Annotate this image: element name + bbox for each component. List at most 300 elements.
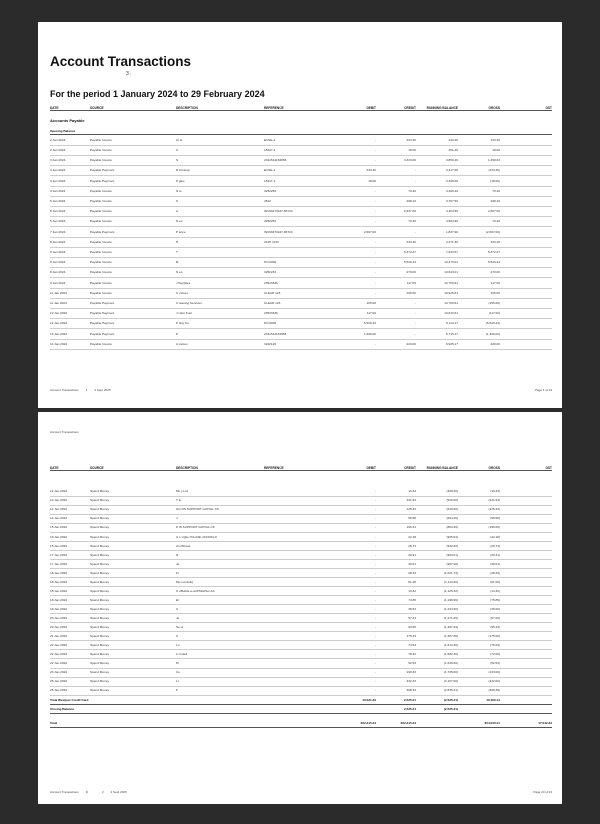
cell-running-balance: 3,767.50 xyxy=(445,199,458,204)
table-row xyxy=(50,135,552,146)
column-header-debit: DEBIT xyxy=(366,466,376,470)
cell-debit: - xyxy=(374,570,376,575)
cell-reference: PO-0081 xyxy=(264,321,277,326)
cell-gross: (433.40) xyxy=(488,168,500,173)
cell-credit: 433.40 xyxy=(406,137,416,142)
cell-source: Payable Invoice xyxy=(90,199,112,204)
table-row xyxy=(50,278,552,289)
cell-credit: 13.32 xyxy=(408,588,416,593)
cell-debit: - xyxy=(374,148,376,153)
footer-separator: D xyxy=(85,790,88,794)
cell-credit: 70.40 xyxy=(408,188,416,193)
table-row xyxy=(50,339,552,350)
cell-date: 12 Jan 2024 xyxy=(50,489,68,494)
cell-gross: 5,372.27 xyxy=(487,250,500,255)
cell-debit: - xyxy=(374,552,376,557)
cell-date: Total xyxy=(50,721,58,726)
cell-running-balance: (1,198.96) xyxy=(443,597,458,602)
cell-credit: 125.33 xyxy=(406,507,416,512)
cell-reference: 4512 xyxy=(264,199,271,204)
cell-credit: 58.58 xyxy=(408,516,416,521)
cell-source: Spend Money xyxy=(90,670,110,675)
column-header-gst: GST xyxy=(545,106,552,110)
table-row xyxy=(50,206,552,217)
cell-running-balance: (932.02) xyxy=(446,543,458,548)
cell-date: 8 Jan 2024 xyxy=(50,260,66,265)
cell-gross: 433.40 xyxy=(490,137,500,142)
cell-debit: - xyxy=(374,561,376,566)
cell-gross: (165.00) xyxy=(488,301,500,306)
cell-debit: - xyxy=(374,158,376,163)
cell-date: Total Westpac Credit Card xyxy=(50,698,89,703)
total-row xyxy=(50,705,552,714)
cell-running-balance: (1,636.00) xyxy=(443,661,458,666)
cell-gross: (52.53) xyxy=(490,661,500,666)
cell-gross: (368.39) xyxy=(488,688,500,693)
cell-running-balance: 451.46 xyxy=(448,148,458,153)
cell-credit: 432.33 xyxy=(406,679,416,684)
cell-date: 18 Jan 2024 xyxy=(50,579,68,584)
cell-debit: 5,529.44 xyxy=(363,321,376,326)
cell-debit: - xyxy=(374,137,376,142)
cell-date: 12 Jan 2024 xyxy=(50,321,68,326)
cell-description: C nvices xyxy=(176,290,188,295)
cell-debit: - xyxy=(374,239,376,244)
column-header-running-balance: RUNNING BALANCE xyxy=(426,466,458,470)
cell-running-balance: (2,167.00) xyxy=(443,679,458,684)
cell-running-balance: (1,113.00) xyxy=(444,579,458,584)
cell-gross: (16.33) xyxy=(490,489,500,494)
table-row xyxy=(50,298,552,309)
column-header-description: DESCRIPTION xyxy=(176,466,198,470)
cell-gross: (20.31) xyxy=(490,552,500,557)
cell-gross: (28.33) xyxy=(490,570,500,575)
cell-debit: - xyxy=(374,290,376,295)
cell-debit: - xyxy=(374,679,376,684)
cell-description: El xyxy=(176,597,179,602)
cell-credit: 35.53 xyxy=(408,606,416,611)
cell-debit: 302,215.34 xyxy=(360,721,376,726)
cell-source: Spend Money xyxy=(90,507,110,512)
footer-page-number: Page 23 of 23 xyxy=(533,790,552,794)
cell-debit: 18.06 xyxy=(368,178,376,183)
footer-date: 4 Sept 2025 xyxy=(110,790,127,794)
cell-description: C xyxy=(176,148,179,153)
cell-debit: - xyxy=(374,670,376,675)
cell-gross: (22.18) xyxy=(490,534,500,539)
cell-gross: 2,667.00 xyxy=(487,209,500,214)
cell-source: Payable Payment xyxy=(90,168,115,173)
cell-credit: - xyxy=(414,178,416,183)
cell-reference: 3252252 xyxy=(264,219,277,224)
page-footer xyxy=(50,388,552,392)
cell-description: H xyxy=(176,239,179,244)
table-row xyxy=(50,257,552,268)
cell-source: Payable Invoice xyxy=(90,137,112,142)
cell-description: U xyxy=(176,606,179,611)
cell-gross: (18.06) xyxy=(490,178,500,183)
cell-running-balance: 4,404.50 xyxy=(445,209,458,214)
cell-gross: 117.00 xyxy=(490,280,500,285)
cell-gross: (13.32) xyxy=(490,588,500,593)
cell-gross: (125.33) xyxy=(488,507,500,512)
cell-debit: - xyxy=(374,498,376,503)
cell-running-balance: (640.00) xyxy=(446,507,458,512)
cell-running-balance: 13,925.61 xyxy=(444,290,458,295)
cell-source: Payable Invoice xyxy=(90,209,112,214)
cell-debit: - xyxy=(374,507,376,512)
cell-reference: 2125 | 933 xyxy=(264,239,279,244)
cell-credit: 2,637.00 xyxy=(403,209,416,214)
cell-description: B xyxy=(176,260,179,265)
footer-title: Account Transactions xyxy=(50,790,79,794)
cell-source: Payable Payment xyxy=(90,321,115,326)
total-row xyxy=(50,696,552,705)
cell-source: Payable Invoice xyxy=(90,280,112,285)
table-row xyxy=(50,268,552,279)
cell-description: Li rinted xyxy=(176,652,188,657)
cell-credit: - xyxy=(414,331,416,336)
cell-credit: 270.00 xyxy=(406,270,416,275)
cell-gross: 165.00 xyxy=(490,290,500,295)
column-header-gst: GST xyxy=(545,466,552,470)
cell-date: 13 Jan 2024 xyxy=(50,331,68,336)
table-row xyxy=(50,217,552,228)
cell-credit: 368.33 xyxy=(406,688,416,693)
cell-running-balance: 7,643.57 xyxy=(445,250,458,255)
cell-credit: 2,535.21 xyxy=(403,698,416,703)
cell-description: U xyxy=(176,634,179,639)
cell-reference: CLEAR 123 xyxy=(264,301,281,306)
cell-running-balance: 13,643.61 xyxy=(444,311,458,316)
footer-separator: 3 xyxy=(101,790,104,794)
cell-debit: - xyxy=(374,652,376,657)
cell-source: Spend Money xyxy=(90,570,110,575)
cell-source: Payable Invoice xyxy=(90,239,112,244)
cell-description: Mc y Ltd xyxy=(176,489,188,494)
table-row xyxy=(50,155,552,166)
cell-gross: (117.00) xyxy=(488,311,500,316)
cell-credit: 198.33 xyxy=(406,670,416,675)
cell-description: U uBuilds.a.ou/PhilsPlus.KA xyxy=(176,588,215,593)
cell-debit: - xyxy=(374,489,376,494)
cell-debit: - xyxy=(374,634,376,639)
cell-gross: (2,667.00) xyxy=(485,229,500,234)
cell-date: 2 Jan 2024 xyxy=(50,148,66,153)
cell-debit: - xyxy=(374,588,376,593)
cell-description: P xyxy=(176,331,179,336)
cell-reference: ECSE-1 xyxy=(264,168,276,173)
cell-date: 25 Jan 2024 xyxy=(50,679,68,684)
cell-gst: 17,042.33 xyxy=(538,721,552,726)
cell-gross: 1,399.03 xyxy=(487,158,500,163)
cell-source: Spend Money xyxy=(90,661,110,666)
cell-date: 18 Jan 2024 xyxy=(50,588,68,593)
cell-description: M xyxy=(176,661,179,666)
column-header-date: DATE xyxy=(50,106,59,110)
column-header-running-balance: RUNNING BALANCE xyxy=(426,106,458,110)
cell-gross: (75.85) xyxy=(490,597,500,602)
cell-credit: - xyxy=(414,321,416,326)
table-row xyxy=(50,227,552,238)
cell-source: Spend Money xyxy=(90,597,110,602)
cell-credit: 52.53 xyxy=(408,661,416,666)
cell-description: Lo xyxy=(176,643,180,648)
cell-gross: (58.58) xyxy=(490,516,500,521)
footer-separator: 1 xyxy=(85,388,88,392)
cell-description: J xyxy=(176,516,178,521)
cell-credit: 433.40 xyxy=(406,239,416,244)
cell-source: Payable Payment xyxy=(90,311,115,316)
cell-credit: 93.55 xyxy=(408,625,416,630)
cell-source: Spend Money xyxy=(90,489,110,494)
cell-gross: 220.00 xyxy=(490,341,500,346)
cell-reference: PO-0081 xyxy=(264,260,277,265)
cell-date: 8 Jan 2024 xyxy=(50,270,66,275)
cell-date: 8 Jan 2024 xyxy=(50,250,66,255)
cell-source: Spend Money xyxy=(90,498,110,503)
cell-source: Spend Money xyxy=(90,643,110,648)
cell-gross: (75.64) xyxy=(490,643,500,648)
column-header-gross: GROSS xyxy=(488,466,500,470)
cell-running-balance: 6,935.17 xyxy=(445,341,458,346)
cell-debit: - xyxy=(374,661,376,666)
cell-credit: 74.53 xyxy=(408,643,416,648)
cell-description: U L.Uglie.Hd.ebbb-2b1000.LK xyxy=(176,534,218,539)
table-row xyxy=(50,176,552,187)
cell-description: P ting Co xyxy=(176,321,189,326)
cell-running-balance: 6,715.17 xyxy=(445,331,458,336)
cell-gross: (432.00) xyxy=(488,679,500,684)
cell-gross: (175.00) xyxy=(488,634,500,639)
column-header-gross: GROSS xyxy=(488,106,500,110)
cell-description: S xyxy=(176,158,179,163)
cell-gross: (196.00) xyxy=(488,525,500,530)
cell-running-balance: (905.04) xyxy=(446,534,458,539)
cell-reference: 3252252 xyxy=(264,188,277,193)
cell-running-balance: (2,535.21) xyxy=(443,698,458,703)
cell-description: T le xyxy=(176,498,182,503)
cell-description: C leaning Services xyxy=(176,301,202,306)
organisation-name: 3. xyxy=(126,71,133,77)
cell-date: 11 Jan 2024 xyxy=(50,301,67,306)
cell-credit: 2,535.21 xyxy=(403,707,416,712)
cell-running-balance: 13,643.01 xyxy=(444,270,458,275)
cell-description: S xyxy=(176,199,179,204)
cell-debit: - xyxy=(374,688,376,693)
table-row xyxy=(50,247,552,258)
cell-source: Spend Money xyxy=(90,688,110,693)
cell-source: Payable Invoice xyxy=(90,148,112,153)
cell-running-balance: 3,850.46 xyxy=(445,158,458,163)
cell-description: N es xyxy=(176,219,183,224)
cell-description: Lt xyxy=(176,679,179,684)
table-row xyxy=(50,686,552,696)
cell-source: Spend Money xyxy=(90,516,110,521)
cell-credit: 302,215.34 xyxy=(400,721,416,726)
cell-source: Spend Money xyxy=(90,534,110,539)
cell-date: 22 Jan 2024 xyxy=(50,661,68,666)
cell-date: 25 Jan 2024 xyxy=(50,688,68,693)
cell-running-balance: 2,271.30 xyxy=(445,239,458,244)
cell-date: 18 Jan 2024 xyxy=(50,570,68,575)
cell-reference: 15247-1 xyxy=(264,148,276,153)
cell-date: 17 Jan 2024 xyxy=(50,552,68,557)
cell-source: Spend Money xyxy=(90,679,110,684)
cell-source: Spend Money xyxy=(90,625,110,630)
cell-running-balance: 13,373.01 xyxy=(444,260,458,265)
cell-gross: (57.00) xyxy=(490,615,500,620)
cell-date: 22 Jan 2024 xyxy=(50,652,68,657)
cell-date: 12 Jan 2024 xyxy=(50,311,68,316)
cell-description: J Supplies xyxy=(176,280,191,285)
cell-running-balance: 3,469.40 xyxy=(445,188,458,193)
cell-running-balance: (1,021.73) xyxy=(443,570,458,575)
cell-debit: - xyxy=(374,270,376,275)
column-header-credit: CREDIT xyxy=(404,466,416,470)
cell-credit: 28.33 xyxy=(408,570,416,575)
cell-reference: INV09473447-83723 xyxy=(264,229,293,234)
column-header-row xyxy=(50,460,552,471)
cell-source: Payable Payment xyxy=(90,301,115,306)
cell-running-balance: (1,367.64) xyxy=(443,625,458,630)
cell-gross: 433.40 xyxy=(490,239,500,244)
cell-running-balance: 13,760.61 xyxy=(444,301,458,306)
total-row xyxy=(50,719,552,728)
cell-debit: - xyxy=(374,219,376,224)
cell-source: Payable Invoice xyxy=(90,219,112,224)
cell-source: Spend Money xyxy=(90,552,110,557)
cell-credit: 57.23 xyxy=(408,615,416,620)
cell-debit: - xyxy=(374,597,376,602)
cell-description: N es xyxy=(176,270,183,275)
cell-debit: - xyxy=(374,516,376,521)
cell-date: 20 Jan 2024 xyxy=(50,615,68,620)
cell-credit: 231.93 xyxy=(406,498,416,503)
cell-running-balance: (997.00) xyxy=(446,561,458,566)
cell-credit: - xyxy=(414,311,416,316)
cell-running-balance: (953.01) xyxy=(446,552,458,557)
cell-description: GO NS SUPPORT GOOGL.CK xyxy=(176,507,220,512)
opening-balance-label: Opening Balance xyxy=(50,128,76,133)
cell-debit: - xyxy=(374,525,376,530)
cell-date: 22 Jan 2024 xyxy=(50,643,68,648)
cell-credit: 5,529.44 xyxy=(403,260,416,265)
cell-date: 5 Jan 2024 xyxy=(50,199,66,204)
cell-description: Fr xyxy=(176,570,179,575)
cell-gross: (231.93) xyxy=(488,498,500,503)
cell-date: 18 Jan 2024 xyxy=(50,606,68,611)
cell-gross: (72.00) xyxy=(490,652,500,657)
cell-running-balance: (694.46) xyxy=(446,516,458,521)
cell-gross: 70.40 xyxy=(492,188,500,193)
cell-debit: - xyxy=(374,199,376,204)
cell-running-balance: 8,114.17 xyxy=(446,321,458,326)
cell-debit: - xyxy=(374,280,376,285)
cell-gross: 298.10 xyxy=(490,199,500,204)
cell-debit: - xyxy=(374,188,376,193)
cell-source: Spend Money xyxy=(90,579,110,584)
cell-gross: (35.00) xyxy=(490,606,500,611)
cell-debit: - xyxy=(374,209,376,214)
cell-debit: 117.00 xyxy=(366,311,376,316)
cell-reference: 3252233 xyxy=(264,270,277,275)
cell-reference: INV09473447-83723 xyxy=(264,209,293,214)
cell-gross: 5,529.44 xyxy=(487,260,500,265)
column-header-credit: CREDIT xyxy=(404,106,416,110)
cell-source: Payable Invoice xyxy=(90,188,112,193)
cell-running-balance: (1,125.32) xyxy=(443,588,458,593)
cell-date: 5 Jan 2024 xyxy=(50,209,66,214)
cell-debit: 1,399.00 xyxy=(363,331,376,336)
table-row xyxy=(50,196,552,207)
column-header-description: DESCRIPTION xyxy=(176,106,198,110)
cell-source: Spend Money xyxy=(90,588,110,593)
section-title: Accounts Payable xyxy=(50,118,85,123)
cell-date: 14 Jan 2024 xyxy=(50,516,68,521)
table-row xyxy=(50,166,552,177)
cell-running-balance: (1,582.40) xyxy=(443,652,458,657)
cell-credit: - xyxy=(414,301,416,306)
cell-date: 5 Jan 2024 xyxy=(50,219,66,224)
cell-source: Spend Money xyxy=(90,561,110,566)
table-row xyxy=(50,237,552,248)
column-header-reference: REFERENCE xyxy=(264,466,284,470)
cell-reference: 2341514154656 xyxy=(264,331,287,336)
cell-description: Je xyxy=(176,561,180,566)
cell-running-balance: (1,271.00) xyxy=(443,615,458,620)
cell-source: Spend Money xyxy=(90,606,110,611)
cell-date: 7 Jan 2024 xyxy=(50,229,66,234)
cell-description: J ction Fuel xyxy=(176,311,192,316)
cell-debit: - xyxy=(374,543,376,548)
cell-running-balance: (1,513.40) xyxy=(443,643,458,648)
cell-description: P IS SUPPORT GOOGL.CK xyxy=(176,525,215,530)
report-period: For the period 1 January 2024 to 29 February 2024 xyxy=(50,89,265,99)
table-row xyxy=(50,186,552,197)
cell-description: R Closing xyxy=(176,168,190,173)
column-header-source: SOURCE xyxy=(90,106,104,110)
cell-date: 3 Jan 2024 xyxy=(50,178,66,183)
cell-reference: 3242120 xyxy=(264,341,277,346)
cell-credit: 81.28 xyxy=(408,579,416,584)
page-footer xyxy=(50,790,552,794)
cell-source: Payable Payment xyxy=(90,331,115,336)
cell-description: Am Binare xyxy=(176,543,191,548)
cell-date: 8 Jan 2024 xyxy=(50,239,66,244)
cell-description: F xyxy=(176,688,178,693)
report-page-2 xyxy=(38,412,562,804)
cell-credit: 18.06 xyxy=(408,148,416,153)
cell-debit: - xyxy=(374,260,376,265)
cell-credit: 16.33 xyxy=(408,489,416,494)
cell-date: 2 Jan 2024 xyxy=(50,137,66,142)
cell-running-balance: 1,837.90 xyxy=(445,229,458,234)
cell-credit: 175.33 xyxy=(406,634,416,639)
cell-source: Payable Invoice xyxy=(90,290,112,295)
cell-debit: 165.00 xyxy=(366,301,376,306)
cell-source: Payable Invoice xyxy=(90,250,112,255)
cell-source: Spend Money xyxy=(90,634,110,639)
table-row xyxy=(50,145,552,156)
cell-credit: 298.10 xyxy=(406,199,416,204)
cell-description: Se ul xyxy=(176,625,184,630)
cell-running-balance: (1,735.00) xyxy=(443,670,458,675)
footer-page-number: Page 1 of 23 xyxy=(534,388,552,392)
cell-date: 20 Jan 2024 xyxy=(50,625,68,630)
cell-reference: 2341514154656 xyxy=(264,158,287,163)
cell-gross: (39.01) xyxy=(490,561,500,566)
